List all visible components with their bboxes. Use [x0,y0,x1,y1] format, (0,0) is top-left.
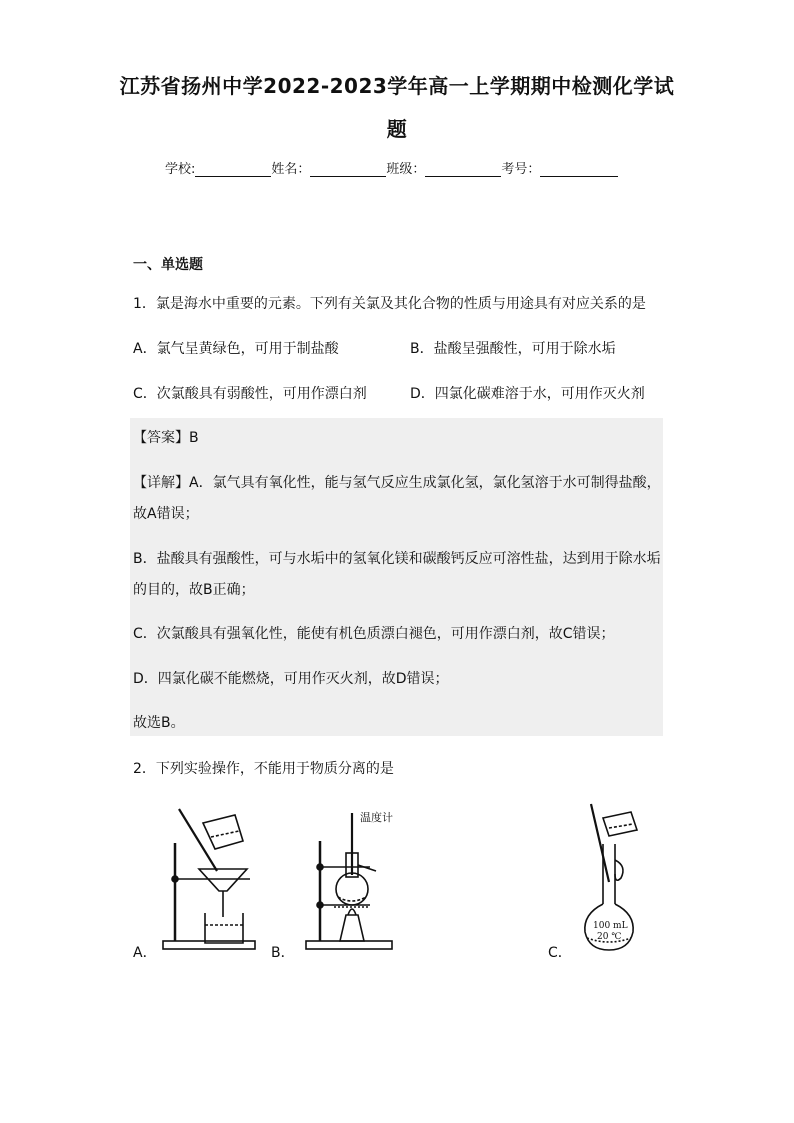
burner [340,915,364,941]
distillation-apparatus [300,805,420,955]
q1-detail-1: 【详解】A．氯气具有氧化性，能与氢气反应生成氯化氢，氯化氢溶于水可制得盐酸， [133,475,661,491]
school-blank [195,162,271,177]
q1-detail-5: C．次氯酸具有强氧化性，能使有机色质漂白褪色，可用作漂白剂，故C错误； [133,626,615,642]
funnel [199,869,247,891]
section-heading: 一、单选题 [133,257,203,273]
glass-rod [591,804,609,882]
q1-stem: 1．氯是海水中重要的元素。下列有关氯及其化合物的性质与用途具有对应关系的是 [133,296,646,312]
q2-label-b: B． [271,945,295,961]
flask-volume-label: 100 mL [593,921,628,931]
volumetric-flask-apparatus [575,800,665,960]
doc-title-line1: 江苏省扬州中学2022-2023学年高一上学期期中检测化学试 [119,74,675,98]
q1-detail-2: 故A错误； [133,506,199,522]
number-blank [540,162,618,177]
q2-label-a: A． [133,945,157,961]
stopper [615,860,623,880]
stand-base [306,941,392,949]
q1-option-c: C．次氯酸具有弱酸性，可用作漂白剂 [133,386,367,402]
doc-title-line2: 题 [386,117,408,141]
flask-temp-label: 20 ℃ [597,932,622,942]
flame [348,909,356,915]
beaker-bottom [205,913,243,943]
q1-option-a: A．氯气呈黄绿色，可用于制盐酸 [133,341,339,357]
q2-label-c: C． [548,945,572,961]
thermometer-label: 温度计 [360,811,393,824]
school-label: 学校: [165,162,196,177]
number-label: 考号： [501,162,541,177]
pouring-beaker [603,812,637,836]
q1-option-d: D．四氯化碳难溶于水，可用作灭火剂 [410,386,645,402]
name-blank [310,162,386,177]
q1-answer: 【答案】B [133,430,199,446]
name-label: 姓名： [271,162,311,177]
q2-stem: 2．下列实验操作，不能用于物质分离的是 [133,761,394,777]
filtration-apparatus [155,805,275,955]
student-info-row [165,158,618,177]
class-blank [425,162,501,177]
side-arm [358,865,376,871]
flask-neck [603,844,615,904]
q1-option-b: B．盐酸呈强酸性，可用于除水垢 [410,341,616,357]
q1-detail-3: B．盐酸具有强酸性，可与水垢中的氢氧化镁和碳酸钙反应可溶性盐，达到用于除水垢 [133,551,661,567]
q1-detail-6: D．四氯化碳不能燃烧，可用作灭火剂，故D错误； [133,671,449,687]
class-label: 班级： [386,162,426,177]
q1-detail-4: 的目的，故B正确； [133,582,255,598]
q1-detail-7: 故选B。 [133,715,185,731]
answer-panel [130,418,663,736]
